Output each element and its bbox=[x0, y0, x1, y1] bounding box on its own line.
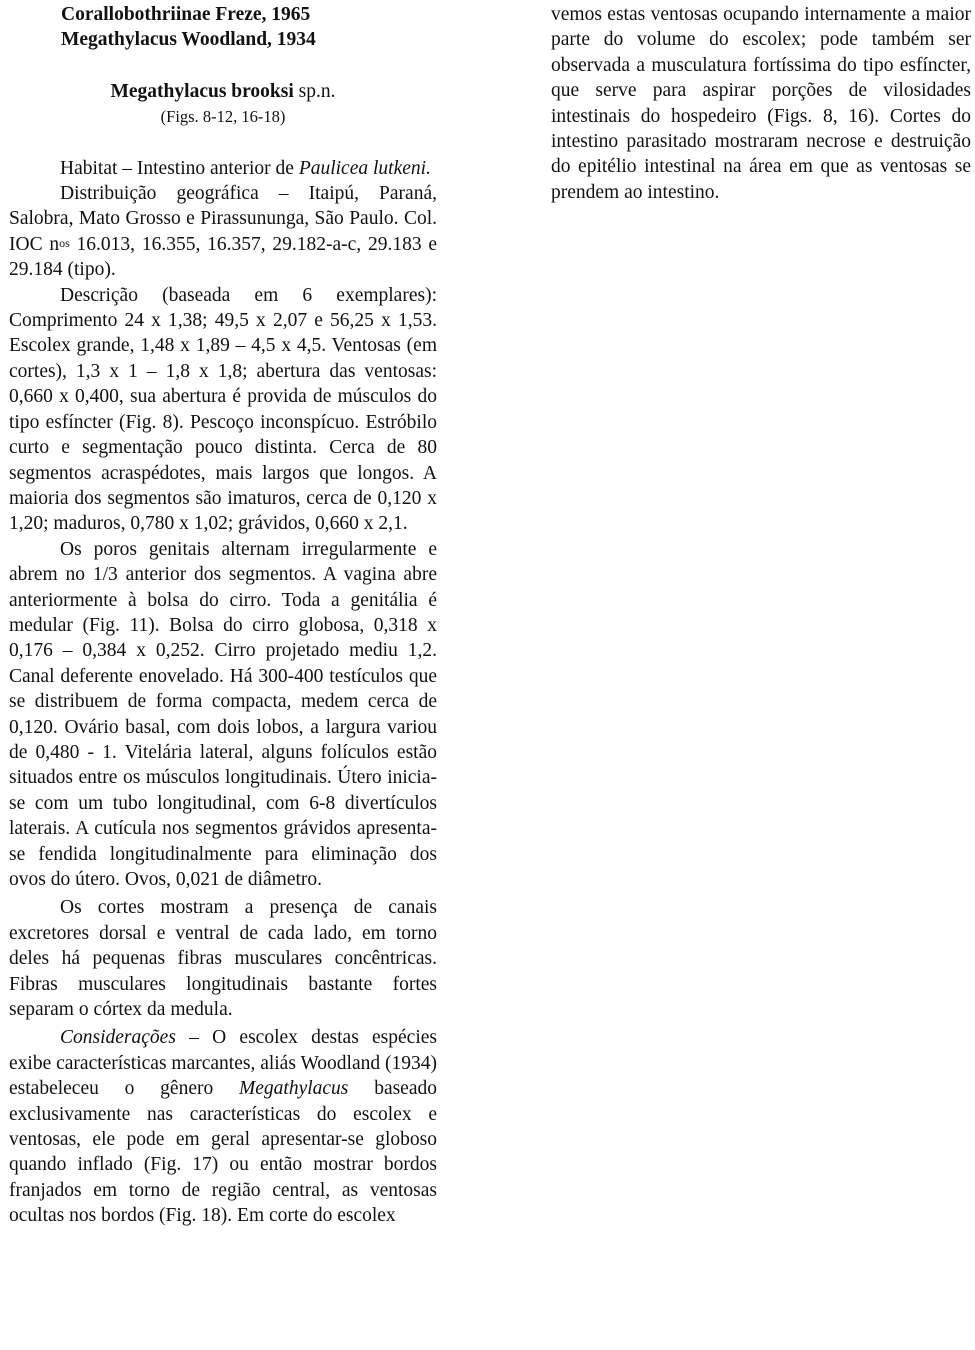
distribution-text-end: 16.013, 16.355, 16.357, 29.182-a-c, 29.183 e 29.184 (tipo). bbox=[9, 233, 437, 281]
distribution-text: Distribuição geográfica – Itaipú, Paraná, Salobra, Mato Grosso e Pirassununga, São Paulo. Col. IOC n bbox=[9, 183, 437, 255]
figure-reference: (Figs. 8-12, 16-18) bbox=[160, 107, 286, 127]
species-name: Megathylacus brooksi bbox=[110, 80, 294, 102]
genital-paragraph: Os poros genitais alternam irregularmente e abrem no 1/3 anterior dos segmentos. A vagina abre anteriormente à bolsa do cirro. Toda a genitália é medular (Fig. 11). Bolsa do cirro globosa, 0,318 x 0,176 – 0,384 x 0,252. Cirro projetado mediu 1,2. Canal deferente enovelado. Há 300-400 testículos que se distribuem de forma compacta, medem cerca de 0,120. Ovário basal, com dois lobos, a largura variou de 0,480 - 1. Vitelária lateral, alguns folículos estão situados entre os músculos longitudinais. Útero inicia-se com um tubo longitudinal, com 6-8 divertículos laterais. A cutícula nos segmentos grávidos apresenta-se fendida longitudinalmente para eliminação dos ovos do útero. Ovos, 0,021 de diâmetro. bbox=[9, 538, 437, 890]
genus-heading: Megathylacus Woodland, 1934 bbox=[61, 29, 316, 51]
cortes-paragraph: Os cortes mostram a presença de canais excretores dorsal e ventral de cada lado, em torno deles há pequenas fibras musculares concêntricas. Fibras musculares longitudinais bastante fortes separam o córtex da medula. bbox=[9, 897, 437, 1021]
consideracoes-genus: Megathylacus bbox=[239, 1078, 349, 1100]
right-column-paragraph: vemos estas ventosas ocupando internamente a maior parte do volume do escolex; pode também ser observada a musculatura fortíssima do tipo esfíncter, que serve para aspirar porções de vilosidades intestinais do hospedeiro (Figs. 8, 16). Cortes do intestino parasitado mostraram necrose e destruição do epitélio intestinal na área em que as ventosas se prendem ao intestino. bbox=[551, 4, 971, 203]
distribution-paragraph bbox=[9, 181, 437, 283]
subfamily-heading: Corallobothriinae Freze, 1965 bbox=[61, 4, 311, 25]
habitat-label: Habitat – Intestino anterior de bbox=[60, 157, 299, 179]
habitat-paragraph bbox=[9, 156, 437, 181]
species-heading bbox=[9, 79, 437, 104]
habitat-host: Paulicea lutkeni. bbox=[298, 157, 431, 179]
species-suffix: sp.n. bbox=[293, 80, 336, 102]
consideracoes-paragraph bbox=[9, 1025, 437, 1228]
right-column bbox=[551, 2, 971, 205]
consideracoes-label: Considerações bbox=[60, 1027, 176, 1049]
distribution-ordinal: os bbox=[59, 235, 70, 250]
consideracoes-text-b: baseado exclusivamente nas características do escolex e ventosas, ele pode em geral apresentar-se globoso quando inflado (Fig. 17) ou então mostrar bordos franjados em torno de região central, as ventosas ocultas nos bordos (Fig. 18). Em corte do escolex bbox=[9, 1078, 437, 1227]
description-paragraph: Descrição (baseada em 6 exemplares): Comprimento 24 x 1,38; 49,5 x 2,07 e 56,25 x 1,53. Escolex grande, 1,48 x 1,89 – 4,5 x 4,5. Ventosas (em cortes), 1,3 x 1 – 1,8 x 1,8; abertura das ventosas: 0,660 x 0,400, sua abertura é provida de músculos do tipo esfíncter (Fig. 8). Pescoço inconspícuo. Estróbilo curto e segmentação pouco distinta. Cerca de 80 segmentos acraspédotes, mais largos que longos. A maioria dos segmentos são imaturos, cerca de 0,120 x 1,20; maduros, 0,780 x 1,02; grávidos, 0,660 x 2,1. bbox=[9, 284, 437, 535]
consideracoes-text-a: – O escolex destas espécies exibe características marcantes, aliás Woodland (1934) estabeleceu o gênero bbox=[9, 1027, 437, 1100]
left-column bbox=[9, 2, 437, 1229]
